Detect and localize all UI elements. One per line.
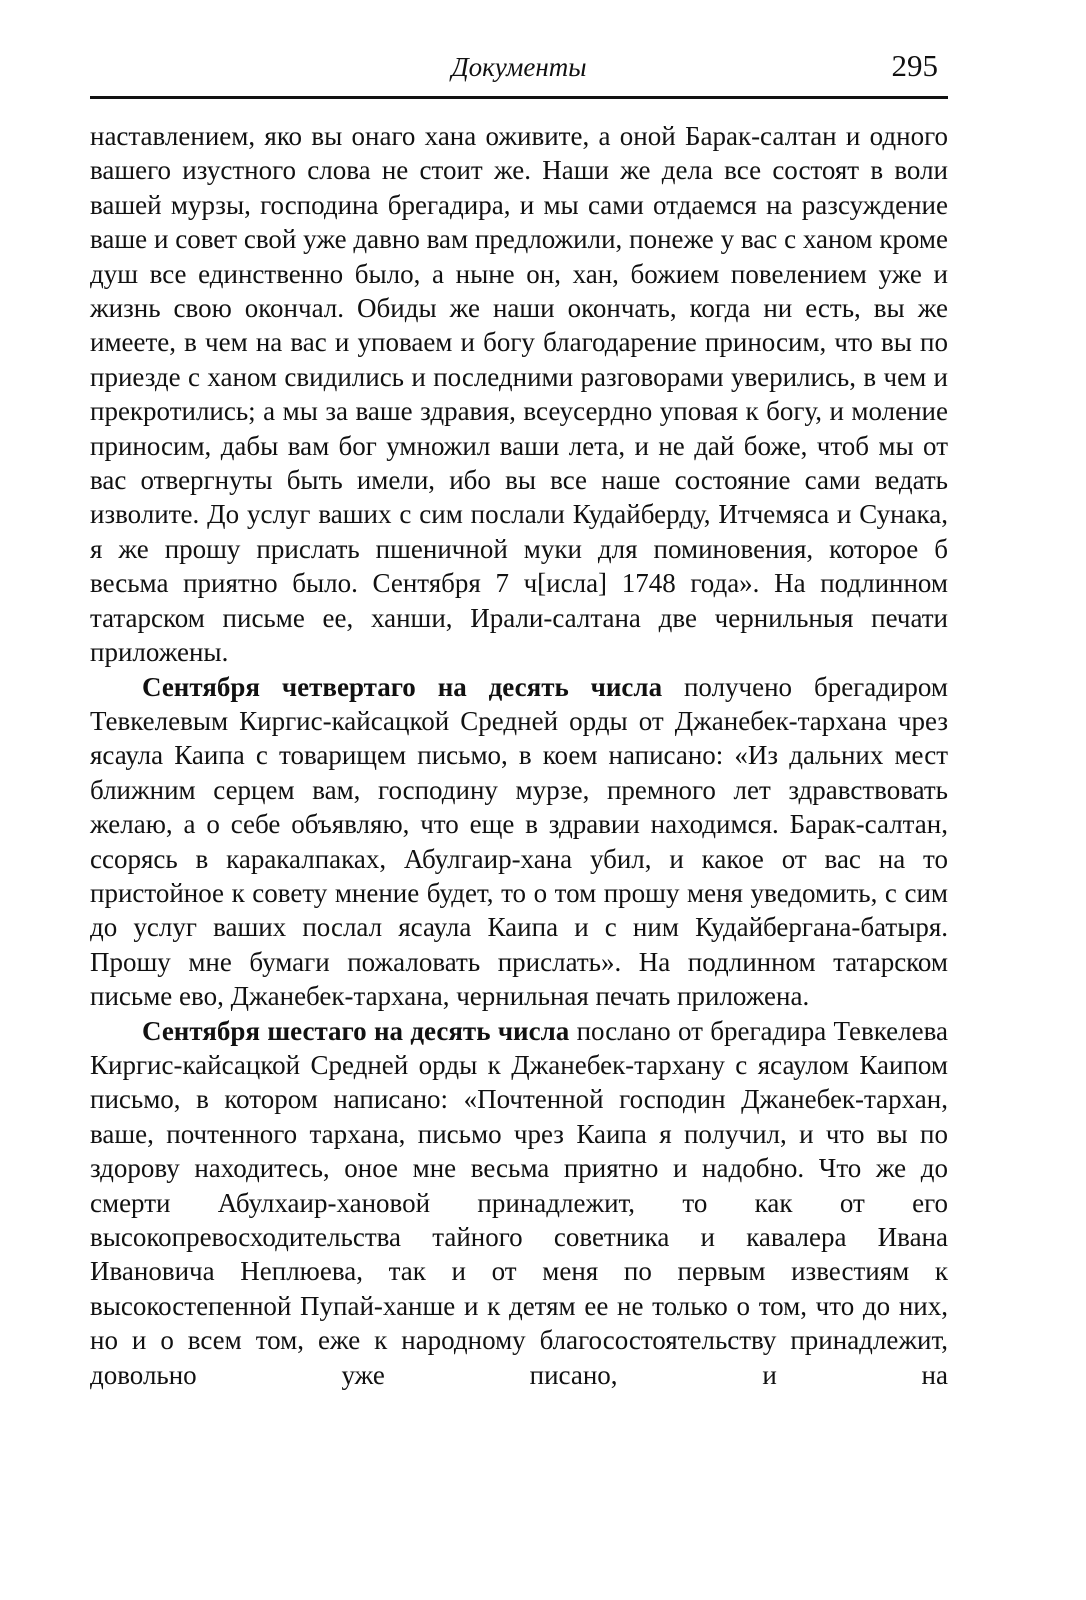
paragraph-lead-date: Сентября шестаго на десять числа <box>142 1015 570 1046</box>
paragraph-september-14 <box>90 670 948 1014</box>
paragraph-september-16 <box>90 1014 948 1392</box>
paragraph-text: послано от брегадира Тевкелева Киргис-кайсацкой Средней орды к Джанебек-тархану с ясаулом Каипом письмо, в котором написано: «Почтенной господин Джанебек-тархан, ваше, почтенного тархана, письмо чрез Каипа я получил, и что вы по здорову находитесь, оное мне весьма приятно и надобно. Что же до смерти Абулхаир-хановой принадлежит, то как от его высокопревосходительства тайного советника и кавалера Ивана Ивановича Неплюева, так и от меня по первым известиям к высокостепенной Пупай-ханше и к детям ее не только о том, что до них, но и о всем том, еже к народному благосостоятельству принадлежит, довольно уже писано, и на <box>90 1015 948 1390</box>
body-text <box>90 119 948 1392</box>
page <box>90 40 948 1392</box>
running-title: Документы <box>451 52 587 82</box>
paragraph-text: наставлением, яко вы онаго хана оживите, а оной Барак-салтан и одного вашего изустного слова не стоит же. Наши же дела все состоят в воли вашей мурзы, господина брегадира, и мы сами отдаемся на разсуждение ваше и совет свой уже давно вам предложили, понеже у вас с ханом кроме душ все единственно было, а ныне он, хан, божием повелением уже и жизнь свою окончал. Обиды же наши окончать, когда ни есть, вы же имеете, в чем на вас и уповаем и богу благодарение приносим, что вы по приезде с ханом свидились и последними разговорами уверились, в чем и прекротились; а мы за ваше здравия, всеусердно уповая к богу, и моление приносим, дабы вам бог умножил ваши лета, и не дай боже, чтоб мы от вас отвергнуты быть имели, ибо вы все наше состояние сами ведать изволите. До услуг ваших с сим послали Кудайберду, Итчемяса и Сунака, я же прошу прислать пшеничной муки для поминовения, которое б весьма приятно было. Сентября 7 ч[исла] 1748 года». На подлинном татарском письме ее, ханши, Ирали-салтана две чернильныя печати приложены. <box>90 121 948 668</box>
running-header <box>90 40 948 99</box>
paragraph-lead-date: Сентября четвертаго на десять числа <box>142 671 663 702</box>
page-number: 295 <box>891 48 938 83</box>
paragraph-text: получено брегадиром Тевкелевым Киргис-кайсацкой Средней орды от Джанебек-тархана чрез ясаула Каипа с товарищем письмо, в коем написано: «Из дальних мест ближним серцем вам, господину мурзе, премного лет здравствовать желаю, а о себе объявляю, что еще в здравии находимся. Барак-салтан, ссорясь в каракалпаках, Абулгаир-хана убил, и какое от вас на то пристойное к совету мнение будет, то о том прошу меня уведомить, с сим до услуг ваших послал ясаула Каипа и с ним Кудайбергана-батыря. Прошу мне бумаги пожаловать прислать». На подлинном татарском письме ево, Джанебек-тархана, чернильная печать приложена. <box>90 671 948 1012</box>
paragraph-continued <box>90 119 948 670</box>
